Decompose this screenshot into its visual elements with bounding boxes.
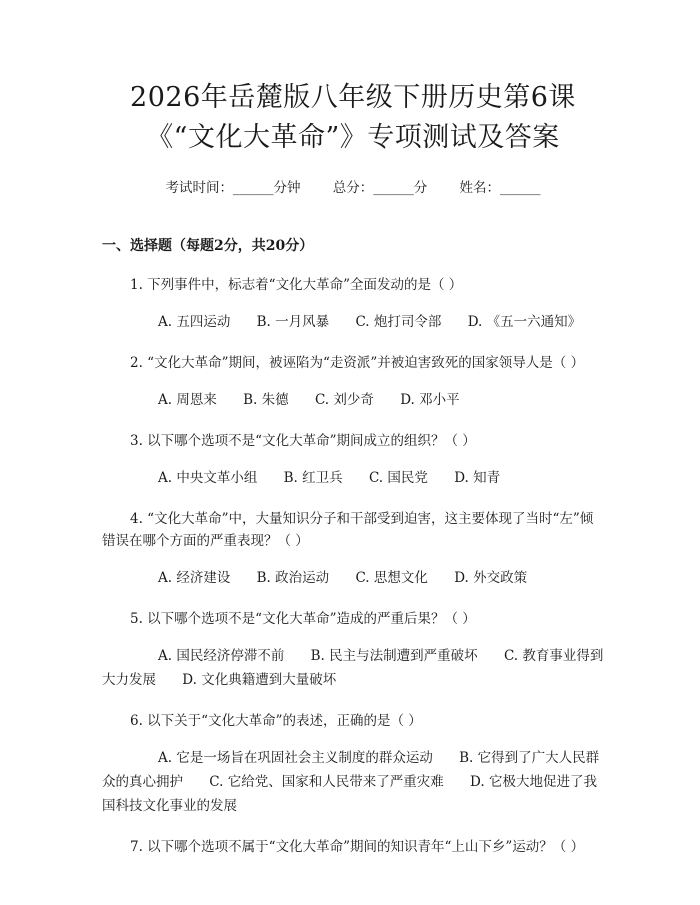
question-5-options bbox=[102, 644, 604, 692]
question-3-option-a: A. 中央文革小组 bbox=[158, 470, 258, 486]
student-name-field: 姓名：______ bbox=[459, 180, 541, 196]
question-4-options bbox=[102, 566, 604, 590]
question-5-stem: 5. 以下哪个选项不是“文化大革命”造成的严重后果？（ ） bbox=[130, 611, 476, 627]
question-3-option-b: B. 红卫兵 bbox=[283, 470, 343, 486]
question-1-option-b: B. 一月风暴 bbox=[256, 314, 330, 330]
question-2-option-c: C. 刘少奇 bbox=[314, 392, 374, 408]
question-6-option-a: A. 它是一场旨在巩固社会主义制度的群众运动 bbox=[158, 750, 433, 766]
document-title: 2026年岳麓版八年级下册历史第6课《“文化大革命”》专项测试及答案 bbox=[130, 82, 576, 153]
question-5-option-c: C. 教育事业得到大力发展 bbox=[102, 648, 604, 688]
question-1-option-c: C. 炮打司令部 bbox=[355, 314, 442, 330]
question-3-options bbox=[102, 466, 604, 490]
question-3-option-d: D. 知青 bbox=[454, 470, 501, 486]
total-score-field: 总分：______分 bbox=[332, 180, 428, 196]
question-5-option-b: B. 民主与法制遭到严重破坏 bbox=[310, 648, 478, 664]
question-2-option-a: A. 周恩来 bbox=[158, 392, 217, 408]
question-6-option-d: D. 它极大地促进了我国科技文化事业的发展 bbox=[102, 774, 597, 814]
question-6-stem: 6. 以下关于“文化大革命”的表述，正确的是（ ） bbox=[130, 713, 422, 729]
question-6-option-b: B. 它得到了广大人民群众的真心拥护 bbox=[102, 750, 600, 790]
question-2-stem: 2. “文化大革命”期间，被诬陷为“走资派”并被迫害致死的国家领导人是（ ） bbox=[130, 355, 585, 371]
question-4-option-c: C. 思想文化 bbox=[355, 570, 428, 586]
question-6-options bbox=[102, 746, 604, 818]
question-5-option-a: A. 国民经济停滞不前 bbox=[158, 648, 285, 664]
question-list bbox=[102, 274, 604, 858]
exam-info-row bbox=[102, 178, 604, 198]
question-3-option-c: C. 国民党 bbox=[368, 470, 428, 486]
question-2-option-b: B. 朱德 bbox=[243, 392, 289, 408]
question-3-stem: 3. 以下哪个选项不是“文化大革命”期间成立的组织？（ ） bbox=[130, 433, 476, 449]
question-7-stem: 7. 以下哪个选项不属于“文化大革命”期间的知识青年“上山下乡”运动？（ ） bbox=[130, 839, 585, 855]
section-heading: 一、选择题（每题2分，共20分） bbox=[102, 238, 314, 254]
question-4-stem: 4. “文化大革命”中，大量知识分子和干部受到迫害，这主要体现了当时“左”倾错误在哪个方面的严重表现？（ ） bbox=[102, 511, 594, 549]
question-5-option-d: D. 文化典籍遭到大量破坏 bbox=[182, 672, 337, 688]
question-1-options bbox=[102, 310, 604, 334]
question-6-option-c: C. 它给党、国家和人民带来了严重灾难 bbox=[209, 774, 444, 790]
question-1-option-d: D. 《五一六通知》 bbox=[467, 314, 582, 330]
question-4-option-b: B. 政治运动 bbox=[256, 570, 330, 586]
question-1-option-a: A. 五四运动 bbox=[158, 314, 231, 330]
question-2-option-d: D. 邓小平 bbox=[400, 392, 460, 408]
question-4-option-d: D. 外交政策 bbox=[454, 570, 528, 586]
exam-time-field: 考试时间：______分钟 bbox=[165, 180, 301, 196]
question-1-stem: 1. 下列事件中，标志着“文化大革命”全面发动的是（ ） bbox=[130, 277, 463, 293]
question-2-options bbox=[102, 388, 604, 412]
question-4-option-a: A. 经济建设 bbox=[158, 570, 231, 586]
